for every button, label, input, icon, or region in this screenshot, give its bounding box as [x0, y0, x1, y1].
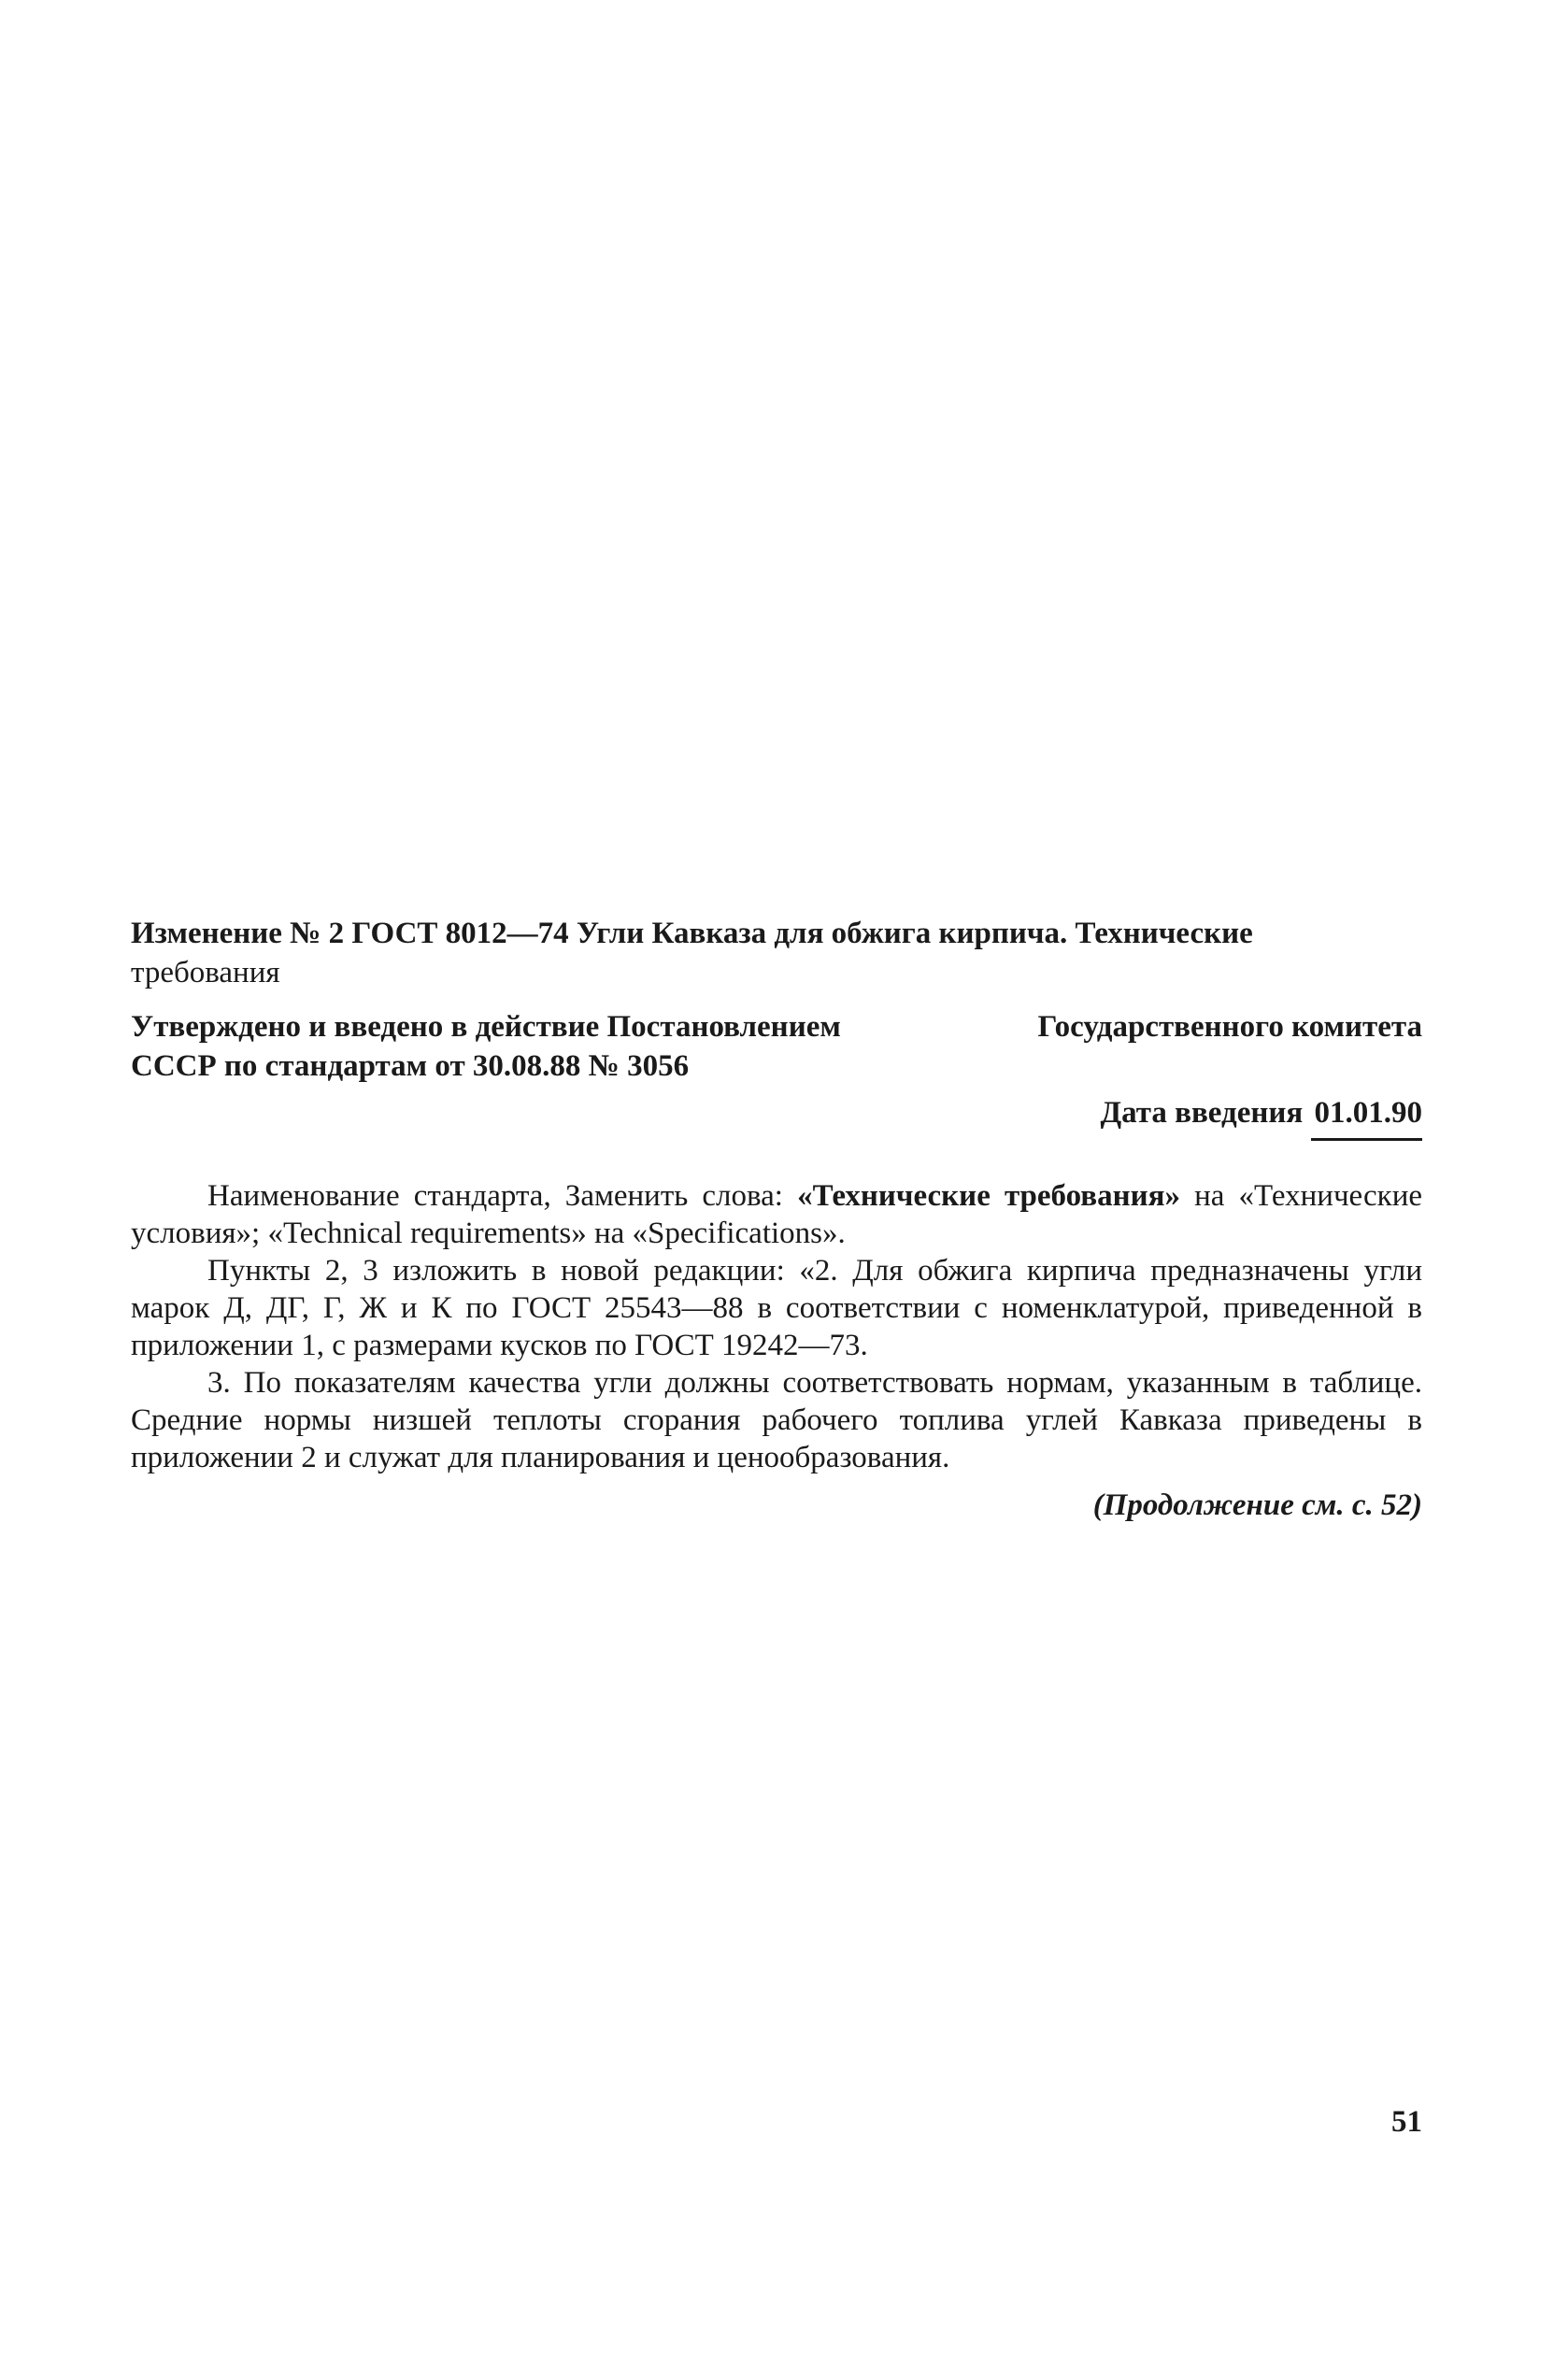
introduction-date — [1100, 1093, 1422, 1141]
approval-statement — [131, 1007, 1422, 1086]
paragraph-1-end: на «Технические условия»; «Technical requirements» на «Specifications». — [131, 1179, 1423, 1250]
approval-line-1-left: Утверждено и введено в действие Постановлением — [131, 1010, 841, 1044]
introduction-date-value: 01.01.90 — [1311, 1093, 1423, 1141]
continuation-note: (Продолжение см. с. 52) — [1092, 1488, 1422, 1522]
amendment-body — [131, 1177, 1422, 1476]
approval-line-1-right: Государственного комитета — [1037, 1010, 1422, 1044]
paragraph-standard-name — [131, 1177, 1422, 1252]
introduction-date-label: Дата введения — [1100, 1096, 1304, 1130]
page-number: 51 — [1391, 2105, 1422, 2139]
approval-line-2: СССР по стандартам от 30.08.88 № 3056 — [131, 1049, 690, 1083]
paragraph-1-start: Наименование стандарта, Заменить слова: — [207, 1179, 798, 1213]
amendment-title — [131, 914, 1422, 992]
paragraph-items-2-3: Пункты 2, 3 изложить в новой редакции: «2. Для обжига кирпича предназначены угли марок Д, ДГ, Г, Ж и К по ГОСТ 25543—88 в соответствии с номенклатурой, приведенной в приложении 1, с размерами кусков по ГОСТ 19242—73. — [131, 1254, 1422, 1362]
amendment-title-continued: требования — [131, 956, 280, 989]
amendment-title-main: Изменение № 2 ГОСТ 8012—74 Угли Кавказа для обжига кирпича. Технические — [131, 917, 1253, 950]
paragraph-item-3: 3. По показателям качества угли должны соответствовать нормам, указанным в таблице. Средние нормы низшей теплоты сгорания рабочего топлива углей Кавказа приведены в приложении 2 и служат для планирования и ценообразования. — [131, 1366, 1422, 1474]
paragraph-1-bold-phrase: «Технические требования» — [797, 1179, 1181, 1213]
approval-line-1 — [131, 1007, 1422, 1046]
